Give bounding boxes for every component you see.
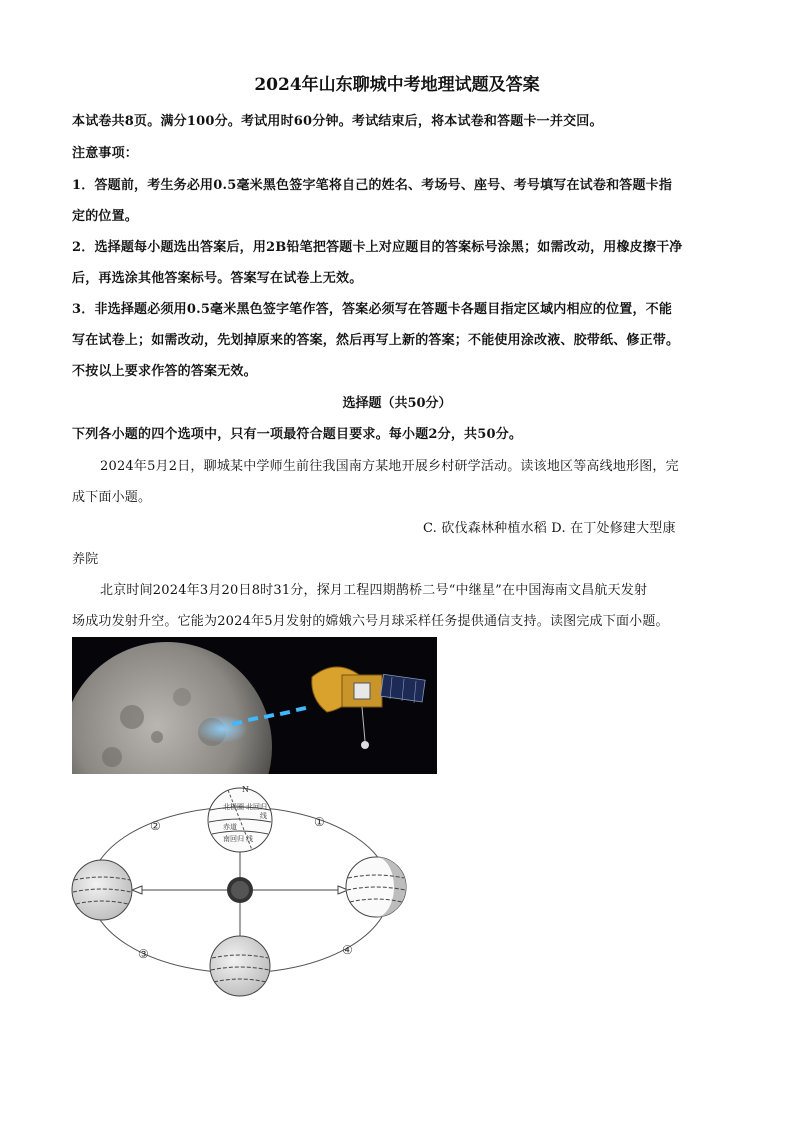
- moon-satellite-image: [72, 637, 437, 774]
- intro-text: 本试卷共8页。满分100分。考试用时60分钟。考试结束后，将本试卷和答题卡一并交回。: [72, 114, 603, 129]
- note-line: 3．非选择题必须用0.5毫米黑色签字笔作答，答案必须写在答题卡各题目指定区域内相应的位置，不能: [72, 302, 673, 317]
- lat-label: 极: [230, 803, 237, 811]
- page-title: 2024年山东聊城中考地理试题及答案: [254, 75, 540, 95]
- section-instruction: 下列各小题的四个选项中，只有一项最符合题目要求。每小题2分，共50分。: [72, 427, 523, 442]
- lat-label: 道: [230, 823, 237, 831]
- lat-label: 线: [260, 812, 267, 820]
- options-line: C. 砍伐森林种植水稻 D. 在丁处修建大型康: [423, 521, 676, 536]
- earth-bottom: [210, 936, 270, 996]
- lat-label: 北: [246, 803, 253, 811]
- moon-satellite-illustration: [72, 637, 437, 774]
- lat-label: 圈: [237, 803, 244, 811]
- note-line: 不按以上要求作答的答案无效。: [72, 364, 257, 379]
- passage2-line: 北京时间2024年3月20日8时31分，探月工程四期鹊桥二号“中继星”在中国海南文昌航天发射: [100, 583, 648, 598]
- notice-heading: 注意事项：: [72, 146, 139, 161]
- sun-icon: [227, 877, 253, 903]
- earth-left: [72, 860, 132, 920]
- lat-label: 南: [223, 835, 230, 843]
- earth-right: [346, 857, 406, 917]
- lat-label: 北: [223, 803, 230, 811]
- orbit-label-2: ②: [150, 819, 161, 833]
- note-line: 后，再选涂其他答案标号。答案写在试卷上无效。: [72, 271, 363, 286]
- passage1-line: 成下面小题。: [72, 490, 152, 505]
- options-wrap: 养院: [72, 552, 99, 567]
- lat-label: 回: [230, 835, 237, 843]
- orbit-label-4: ④: [342, 943, 353, 957]
- passage1-line: 2024年5月2日，聊城某中学师生前往我国南方某地开展乡村研学活动。读该地区等高线地形图，完: [100, 459, 679, 474]
- lat-label: 回: [253, 803, 260, 811]
- note-line: 写在试卷上；如需改动，先划掉原来的答案，然后再写上新的答案；不能使用涂改液、胶带纸、修正带。: [72, 333, 680, 348]
- note-line: 1．答题前，考生务必用0.5毫米黑色签字笔将自己的姓名、考场号、座号、考号填写在试卷和答题卡指: [72, 178, 673, 193]
- lat-label: 归: [237, 835, 244, 843]
- section-heading: 选择题（共50分）: [342, 396, 452, 411]
- lat-label: 赤: [223, 823, 230, 831]
- pole-label: N: [242, 785, 249, 794]
- earth-orbit-diagram: [70, 782, 430, 1002]
- passage2-line: 场成功发射升空。它能为2024年5月发射的嫦娥六号月球采样任务提供通信支持。读图完成下面小题。: [72, 614, 669, 629]
- orbit-svg: [70, 782, 430, 1002]
- note-line: 2．选择题每小题选出答案后，用2B铅笔把答题卡上对应题目的答案标号涂黑；如需改动，用橡皮擦干净: [72, 240, 683, 255]
- orbit-label-1: ①: [314, 815, 325, 829]
- lat-label: 线: [246, 835, 253, 843]
- note-line: 定的位置。: [72, 209, 139, 224]
- lat-label: 归: [260, 803, 267, 811]
- orbit-label-3: ③: [138, 947, 149, 961]
